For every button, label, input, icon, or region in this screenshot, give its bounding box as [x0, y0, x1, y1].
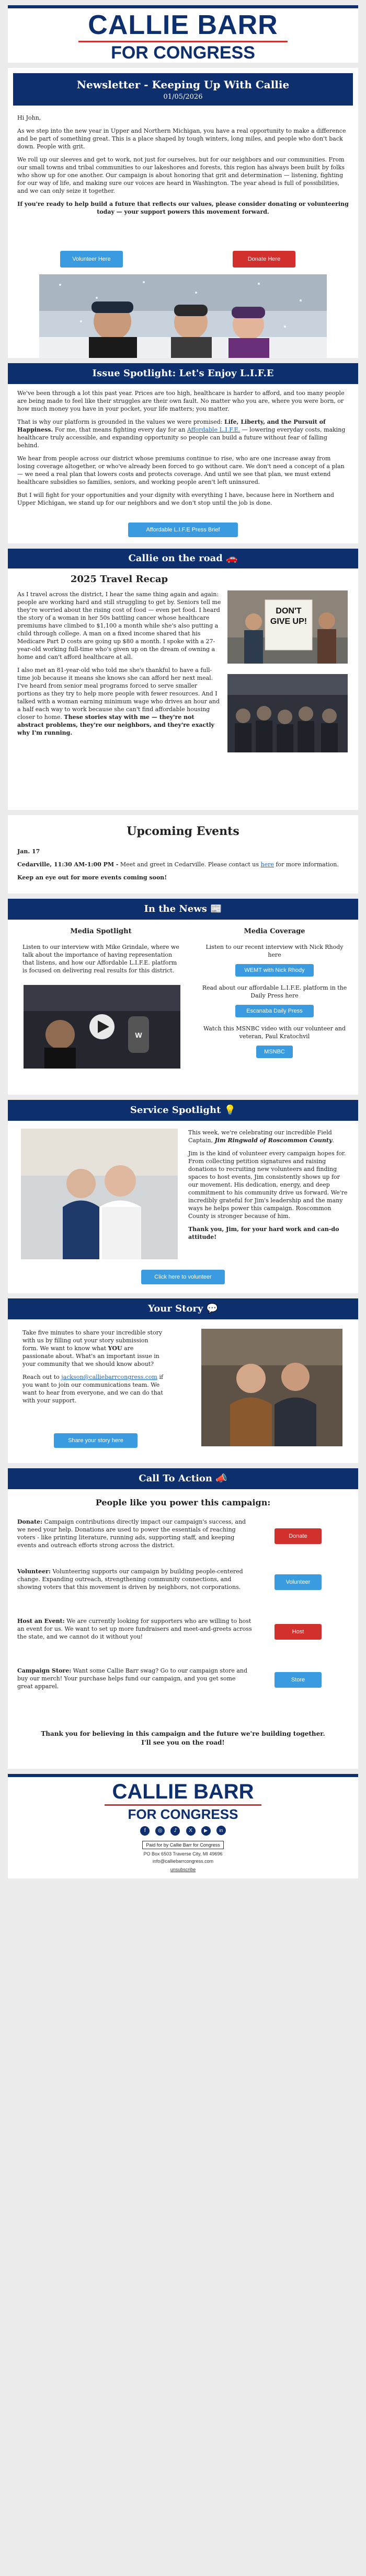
- donate-here-button[interactable]: [233, 251, 295, 268]
- issue-paragraph-4: But I will fight for your opportunities and your dignity with everything I have, because here in Northern and Upper Michigan, we stand up for our neighbors and we don't stop until the job is done.: [17, 492, 334, 506]
- cta-volunteer-text: [17, 1568, 253, 1591]
- coverage-1-text: Listen to our recent interview with Nick Rhody here: [205, 944, 344, 958]
- in-the-news-section: [8, 899, 358, 1095]
- story-photo: [201, 1329, 342, 1446]
- facebook-icon[interactable]: f: [140, 1826, 150, 1836]
- intro-text: [17, 114, 349, 221]
- issue-text: [17, 389, 349, 512]
- newsletter-title-band: [13, 73, 353, 106]
- protest-sign-text: DON'T GIVE UP!: [270, 607, 307, 626]
- escanaba-button[interactable]: [235, 1005, 314, 1017]
- footer-logo-name: CALLIE BARR: [112, 1780, 254, 1803]
- cta-volunteer-label: Volunteer:: [17, 1568, 51, 1575]
- protest-sign-photo: [227, 590, 348, 664]
- your-story-section: [8, 1298, 358, 1463]
- road-paragraph-1: As I travel across the district, I hear the same thing again and again: people are working hard and still struggling to get by. Seniors tell me they're worried about the rising cost of food — even pet food. I heard the story of a woman in her 50s battling cancer whose healthcare premiums have climbed to $1,100 a month while she's also putting a child through college. A man on a fixed income shared that his Medicare Part D costs are going up $80 a month. I spoke with a 27-year-old working full-time who's given up on the dream of owning a home and can't afford healthcare at all.: [17, 591, 221, 660]
- service-paragraph-2: Jim is the kind of volunteer every campaign hopes for. From collecting petition signatures and raising donations to recruiting new volunteers and finding spaces to host events, Jim consistently shows up for our movement. His dedication, energy, and deep commitment to his community drive us forward. We're incredibly grateful for Jim's leadership and the many ways he helps power this campaign. Roscommon County is stronger because of him.: [188, 1150, 348, 1220]
- service-spotlight-title: Service Spotlight 💡: [8, 1100, 358, 1121]
- event-cedarville-title: Cedarville, 11:30 AM-1:00 PM -: [17, 861, 119, 868]
- story-p1-c: are passionate about. What's an important issue in your community that we should know about?: [22, 1345, 159, 1367]
- story-email-link[interactable]: jackson@calliebarrcongress.com: [61, 1374, 157, 1380]
- tiktok-icon[interactable]: ♪: [170, 1826, 180, 1836]
- share-story-button[interactable]: [54, 1433, 138, 1448]
- cta-host-label: Host an Event:: [17, 1618, 65, 1624]
- affordable-life-link[interactable]: Affordable L.I.F.E.: [187, 426, 241, 433]
- cta-donate-label: Donate:: [17, 1518, 43, 1525]
- media-coverage-heading: Media Coverage: [244, 927, 305, 935]
- footer-logo-sub: FOR CONGRESS: [128, 1806, 238, 1822]
- footer-logo: [8, 1780, 358, 1823]
- your-story-title: Your Story 💬: [8, 1298, 358, 1319]
- footer-top-rule: [8, 1774, 358, 1777]
- service-p1-a: This week, we're celebrating our incredible Field Captain,: [188, 1129, 332, 1144]
- on-the-road-section: [8, 549, 358, 810]
- story-text: [22, 1329, 164, 1410]
- town-hall-illustration: [227, 674, 348, 752]
- media-spotlight-heading: Media Spotlight: [70, 927, 132, 935]
- header: [8, 5, 358, 63]
- on-the-road-title: Callie on the road 🚗: [8, 549, 358, 568]
- service-paragraph-1: [188, 1129, 348, 1144]
- coverage-2-text: Read about our affordable L.I.F.E. platform in the Daily Press here: [202, 984, 347, 999]
- volunteer-here-label: Volunteer Here: [72, 256, 111, 262]
- issue-p2-values: Life, Liberty, and the Pursuit of Happiness.: [17, 419, 326, 433]
- issue-spotlight-section: [8, 363, 358, 543]
- issue-p2-a: That is why our platform is grounded in the values we were promised:: [17, 419, 225, 425]
- press-brief-label: Affordable L.I.F.E Press Brief: [146, 527, 220, 533]
- event-cedarville-desc: Meet and greet in Cedarville. Please contact us: [118, 861, 261, 868]
- footer: [8, 1774, 358, 1878]
- winter-selfie-photo: [39, 274, 327, 358]
- host-label: Host: [292, 1629, 304, 1635]
- instagram-icon[interactable]: ◎: [155, 1826, 165, 1836]
- unsubscribe-link[interactable]: unsubscribe: [170, 1867, 196, 1872]
- cta-store-desc: Want some Callie Barr swag? Go to our campaign store and buy our merch! Your purchase helps fund our campaign, and you get some great apparel.: [17, 1667, 248, 1690]
- press-brief-button[interactable]: [128, 523, 238, 537]
- volunteer-button[interactable]: [274, 1574, 322, 1590]
- volunteer-click-button[interactable]: [141, 1270, 225, 1284]
- jim-photo-illustration: [21, 1129, 178, 1259]
- road-paragraph-2: [17, 666, 221, 737]
- linkedin-icon[interactable]: in: [216, 1826, 226, 1835]
- story-paragraph-1: [22, 1329, 164, 1368]
- in-the-news-title: In the News 📰: [8, 899, 358, 920]
- service-p1-c: .: [332, 1137, 334, 1144]
- story-p2-b: if you want to join our communications team. We want to hear from everyone, and we can do that with your support.: [22, 1374, 164, 1404]
- youtube-icon[interactable]: ▶: [201, 1826, 211, 1836]
- protest-sign-illustration: [227, 590, 348, 664]
- radio-video-thumbnail[interactable]: [24, 985, 180, 1069]
- event-cedarville: [17, 861, 349, 868]
- wemt-button[interactable]: [235, 964, 314, 977]
- cta-volunteer-desc: Volunteering supports our campaign by building people-centered change. Expanding outreach, strengthening community connections, and showing voters that this movement is driven by neighbors, not corporations.: [17, 1568, 243, 1591]
- issue-paragraph-1: We've been through a lot this past year. Prices are too high, healthcare is harder to afford, and too many people are being made to feel like their struggles are their own fault. No matter who you are, where you were born, or how much money you have in your pocket, your life matters; you matter.: [17, 390, 345, 412]
- logo: [8, 10, 358, 63]
- upcoming-events-section: [8, 815, 358, 894]
- cta-host-desc: We are currently looking for supporters who are willing to host an event for us. We want to set up more fundraisers and meet-and-greets across the state, and we cannot do it without you!: [17, 1618, 252, 1640]
- wemt-label: WEMT with Nick Rhody: [244, 967, 305, 973]
- volunteer-click-label: Click here to volunteer: [154, 1274, 212, 1280]
- events-text: [17, 848, 349, 887]
- issue-paragraph-3: We hear from people across our district whose premiums continue to rise, who are one increase away from losing coverage altogether, or who've already been forced to go without care. We don't need a concept of a plan — we need a real plan that lowers costs and protects coverage. And until we see that plan, we must extend healthcare subsidies so families, seniors, and working people aren't left uninsured.: [17, 455, 345, 485]
- cta-item-donate: [17, 1518, 253, 1554]
- newsletter-title: Newsletter - Keeping Up With Callie: [76, 78, 290, 91]
- event-date: Jan. 17: [17, 848, 40, 855]
- cta-item-host: [17, 1617, 253, 1646]
- cta-thanks: Thank you for believing in this campaign and the future we're building together. I'll see you on the road!: [41, 1730, 325, 1746]
- events-more: Keep an eye out for more events coming soon!: [17, 874, 167, 881]
- intro-paragraph-1: As we step into the new year in Upper and Northern Michigan, you have a real opportunity to make a difference and be part of something great. This is a place shaped by tough winters, long miles, and people who don't back down. People with grit.: [17, 127, 346, 150]
- issue-p2-d: — lowering everyday costs, making healthcare truly accessible, and expanding opportunity so people can build a future without fear of falling behind.: [17, 426, 346, 449]
- event-contact-link[interactable]: here: [260, 861, 274, 868]
- donate-here-label: Donate Here: [247, 256, 281, 262]
- intro-paragraph-2: We roll up our sleeves and get to work, not just for ourselves, but for our neighbors and our communities. From our small towns and tribal communities to our lakeshores and forests, this region has always been built by folks who show up for one another. Our campaign is about honoring that grit and determination — listening, fighting for our way of life, and making sure our voices are heard in Washington. The year ahead is full of possibilities, and we can only seize it together.: [17, 156, 345, 194]
- coverage-3-text: Watch this MSNBC video with our volunteer and veteran, Paul Kratochvil: [203, 1025, 346, 1040]
- event-cedarville-end: for more information.: [273, 861, 339, 868]
- service-paragraph-3: Thank you, Jim, for your hard work and can-do attitude!: [188, 1226, 339, 1240]
- cta-store-text: [17, 1667, 253, 1690]
- issue-p2-c: For me, that means fighting every day for an: [53, 426, 187, 433]
- newsletter-date: 01/05/2026: [163, 93, 203, 101]
- story-p2-a: Reach out to: [22, 1374, 62, 1380]
- call-to-action-title: Call To Action 📣: [8, 1468, 358, 1489]
- host-button[interactable]: [274, 1624, 322, 1640]
- donate-label: Donate: [289, 1533, 307, 1539]
- logo-sub: FOR CONGRESS: [111, 43, 255, 63]
- service-text: [188, 1129, 348, 1246]
- share-story-label: Share your story here: [68, 1437, 123, 1444]
- issue-paragraph-2: [17, 418, 349, 449]
- x-icon[interactable]: X: [186, 1826, 196, 1836]
- call-to-action-section: [8, 1468, 358, 1769]
- greeting: Hi John,: [17, 114, 41, 121]
- msnbc-button[interactable]: [256, 1046, 293, 1058]
- media-coverage-list: [201, 943, 348, 1058]
- volunteer-here-button[interactable]: [60, 251, 123, 268]
- top-rule: [8, 5, 358, 8]
- play-icon[interactable]: [89, 1014, 115, 1039]
- cta-host-text: [17, 1617, 253, 1641]
- store-label: Store: [291, 1677, 305, 1683]
- cta-donate-desc: Campaign contributions directly impact our campaign's success, and we need your help. Donations are used to power the essentials of reaching voters - like printing literature, running ads, supporting staff, and keeping events and outreach efforts strong across the district.: [17, 1518, 246, 1549]
- logo-name: CALLIE BARR: [88, 10, 278, 40]
- media-spotlight-text: [22, 943, 179, 980]
- story-p1-a: Take five minutes to share your incredible story with us by filling out your story submission form. We want to know what: [22, 1329, 163, 1352]
- intro-callout: If you're ready to help build a future that reflects our values, please consider donating or volunteering today — your support powers this movement forward.: [17, 201, 349, 215]
- story-you: YOU: [108, 1345, 122, 1352]
- travel-recap-title: 2025 Travel Recap: [70, 574, 168, 585]
- road-p2-bold: These stories stay with me — they're not abstract problems, they're our neighbors, and they're exactly why I'm running.: [17, 714, 214, 736]
- town-hall-photo: [227, 674, 348, 752]
- story-paragraph-2: [22, 1373, 164, 1405]
- store-button[interactable]: [274, 1672, 322, 1688]
- footer-address: PO Box 6503 Traverse City, MI 49696: [143, 1851, 223, 1856]
- story-photo-illustration: [201, 1329, 342, 1446]
- donate-button[interactable]: [274, 1528, 322, 1544]
- cta-subtitle: People like you power this campaign:: [95, 1498, 271, 1507]
- volunteer-label: Volunteer: [285, 1579, 311, 1585]
- paid-for-box: Paid for by Callie Barr for Congress: [142, 1841, 224, 1849]
- volunteer-jim-photo: [21, 1129, 178, 1259]
- intro-section: [8, 68, 358, 358]
- cta-item-store: [17, 1667, 253, 1696]
- winter-selfie-illustration: [39, 274, 327, 358]
- paid-for-box-wrap: [8, 1839, 358, 1849]
- social-icons: [8, 1824, 358, 1836]
- cta-item-volunteer: [17, 1568, 253, 1596]
- service-jim-name: Jim Ringwald of Roscommon County: [214, 1137, 333, 1144]
- media-spotlight-paragraph: Listen to our interview with Mike Grindale, where we talk about the importance of having representation that listens, and how our Affordable L.I.F.E. platform is focused on delivering real results for this district.: [22, 944, 179, 974]
- radio-mic-label: W: [135, 1031, 142, 1039]
- road-p2-text: I also met an 81-year-old who told me she's thankful to have a full-time job because it means she knows she can afford her next meal. I've heard from senior meal programs forced to serve smaller portions as they try to help more people with fewer resources. And I talked with a woman earning minimum wage who drives an hour and a half each way to work because she can't find affordable housing closer to home.: [17, 667, 220, 721]
- service-spotlight-section: [8, 1100, 358, 1293]
- escanaba-label: Escanaba Daily Press: [246, 1008, 303, 1014]
- road-text: [17, 590, 221, 742]
- cta-store-label: Campaign Store:: [17, 1667, 72, 1674]
- events-title: Upcoming Events: [127, 825, 239, 838]
- issue-spotlight-title: Issue Spotlight: Let's Enjoy L.I.F.E: [8, 363, 358, 384]
- msnbc-label: MSNBC: [264, 1049, 285, 1055]
- footer-email[interactable]: info@calliebarrcongress.com: [152, 1859, 214, 1864]
- cta-donate-text: [17, 1518, 253, 1549]
